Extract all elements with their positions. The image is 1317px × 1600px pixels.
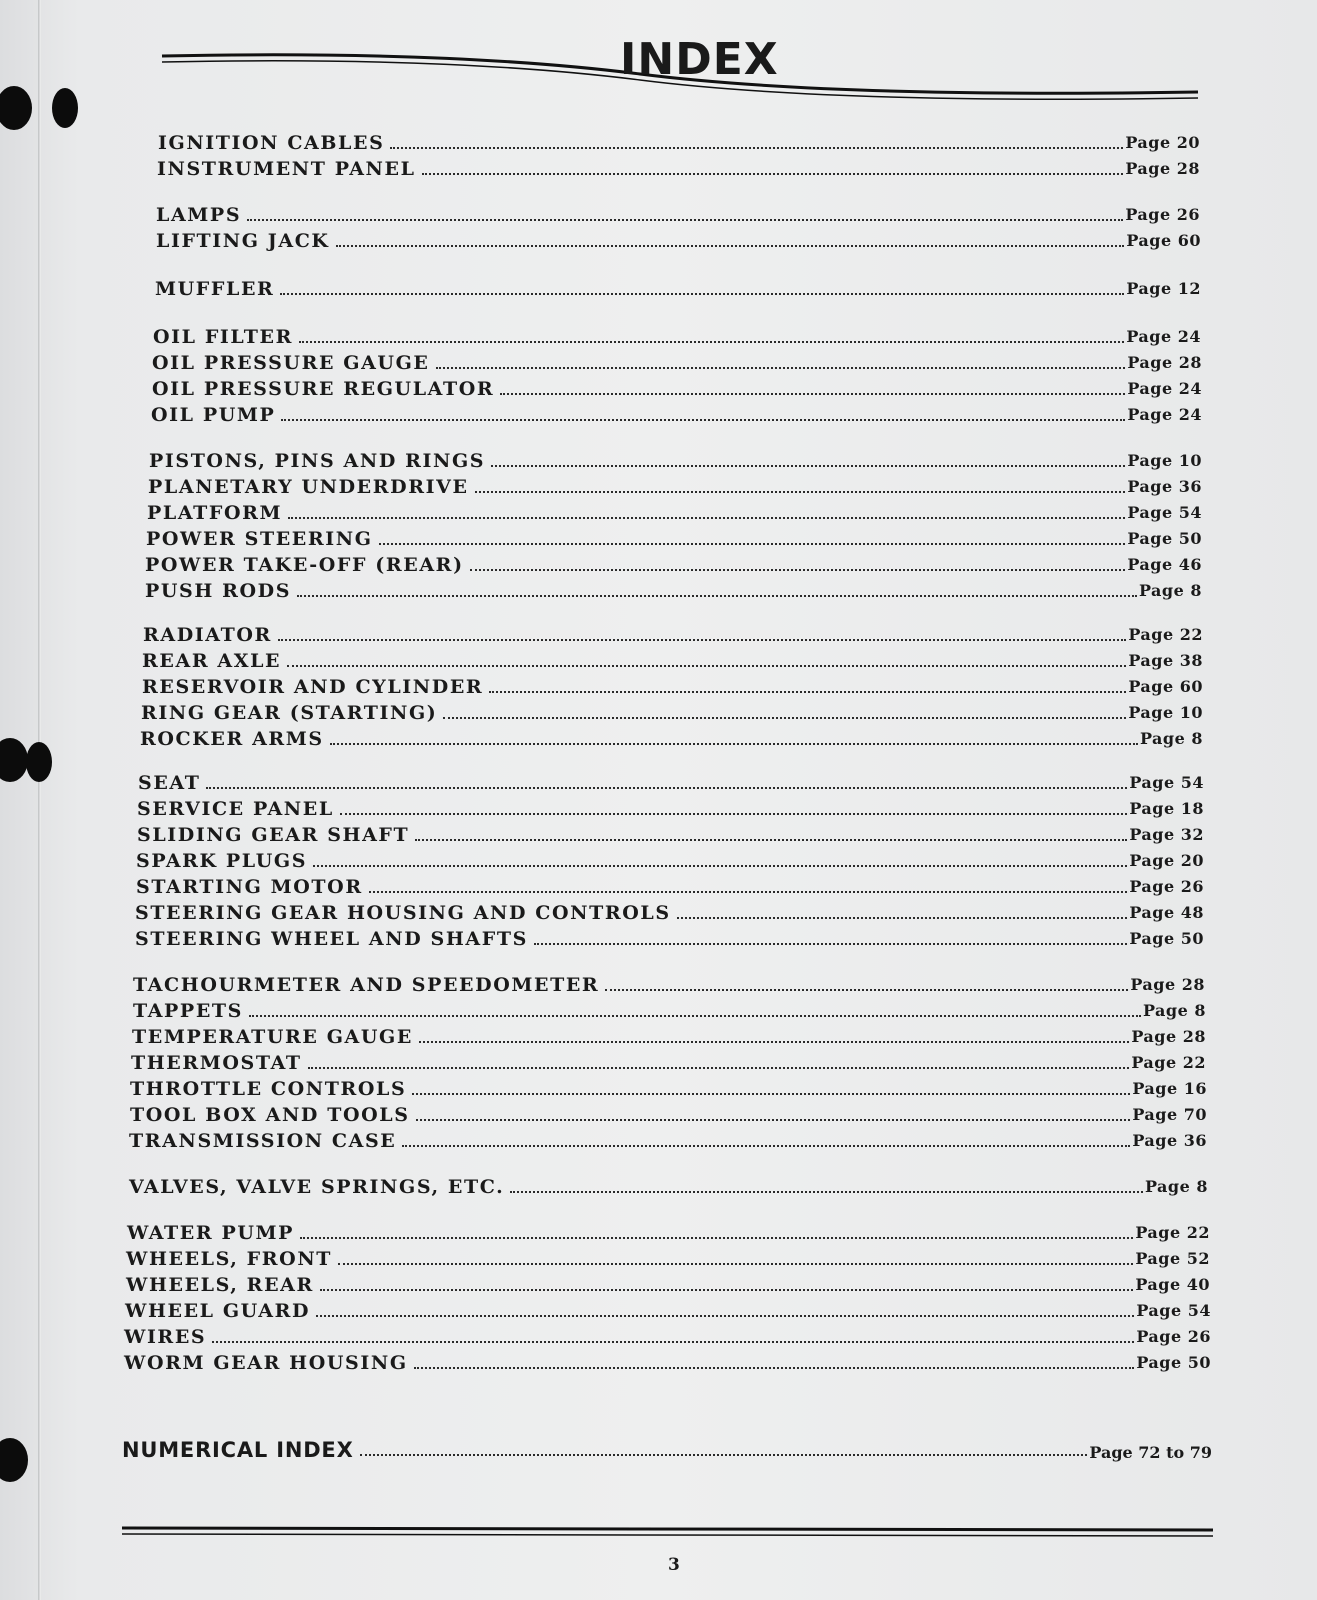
index-entry-label: SERVICE PANEL <box>137 798 334 820</box>
index-entry-label: TEMPERATURE GAUGE <box>132 1026 413 1048</box>
dot-leader <box>338 1262 1133 1265</box>
index-entry <box>155 274 1201 300</box>
index-entry <box>152 374 1202 400</box>
dot-leader <box>412 1092 1130 1095</box>
index-entry-page: Page 24 <box>1126 327 1201 346</box>
dot-leader <box>369 890 1128 893</box>
dot-leader <box>249 1014 1141 1017</box>
index-entry-page: Page 24 <box>1127 379 1202 398</box>
index-entry-label: POWER TAKE-OFF (REAR) <box>145 554 464 576</box>
index-entry-page: Page 50 <box>1136 1353 1211 1372</box>
dot-leader <box>422 172 1124 175</box>
dot-leader <box>419 1040 1129 1043</box>
dot-leader <box>300 1236 1133 1239</box>
index-entry-page: Page 24 <box>1127 405 1202 424</box>
dot-leader <box>212 1340 1134 1343</box>
dot-leader <box>280 292 1124 295</box>
dot-leader <box>416 1118 1131 1121</box>
index-entry-label: LIFTING JACK <box>156 230 330 252</box>
index-entry <box>140 724 1203 750</box>
index-entry-page: Page 26 <box>1125 205 1200 224</box>
index-entry-page: Page 22 <box>1131 1053 1206 1072</box>
index-entry-page: Page 20 <box>1125 133 1200 152</box>
index-entry-label: WORM GEAR HOUSING <box>124 1352 408 1374</box>
index-entry-page: Page 70 <box>1132 1105 1207 1124</box>
index-entry-label: INSTRUMENT PANEL <box>157 158 416 180</box>
numerical-index-page: Page 72 to 79 <box>1089 1443 1212 1462</box>
index-entry-label: SEAT <box>138 772 201 794</box>
index-entry-page: Page 22 <box>1128 625 1203 644</box>
dot-leader <box>379 542 1126 545</box>
index-entry-label: OIL PUMP <box>151 404 276 426</box>
index-entry <box>130 1100 1207 1126</box>
index-entry <box>133 996 1206 1022</box>
index-entry-label: TRANSMISSION CASE <box>129 1130 397 1152</box>
index-entry <box>129 1126 1207 1152</box>
index-entry <box>125 1296 1211 1322</box>
dot-leader <box>299 340 1124 343</box>
index-entry <box>141 698 1203 724</box>
dot-leader <box>297 594 1137 597</box>
index-entry-page: Page 50 <box>1127 529 1202 548</box>
index-entry-page: Page 54 <box>1127 503 1202 522</box>
index-entry <box>138 768 1204 794</box>
index-entry <box>124 1322 1211 1348</box>
index-entry-label: MUFFLER <box>155 278 275 300</box>
index-entry-label: LAMPS <box>156 204 242 226</box>
index-entry-label: THROTTLE CONTROLS <box>130 1078 407 1100</box>
index-entry-label: THERMOSTAT <box>131 1052 302 1074</box>
index-entry-page: Page 8 <box>1138 581 1202 600</box>
index-entry-page: Page 46 <box>1127 555 1202 574</box>
index-entry-page: Page 28 <box>1127 353 1202 372</box>
index-entry <box>143 620 1203 646</box>
index-entry-page: Page 22 <box>1135 1223 1210 1242</box>
index-entry <box>148 472 1202 498</box>
index-entry-page: Page 50 <box>1129 929 1204 948</box>
index-entry <box>153 322 1201 348</box>
index-entry <box>142 646 1203 672</box>
dot-leader <box>390 146 1123 149</box>
index-entry-page: Page 54 <box>1136 1301 1211 1320</box>
dot-leader <box>320 1288 1133 1291</box>
index-entry-page: Page 26 <box>1129 877 1204 896</box>
dot-leader <box>206 786 1127 789</box>
index-entry-page: Page 54 <box>1129 773 1204 792</box>
index-entry <box>136 872 1204 898</box>
index-entry-label: PLATFORM <box>147 502 283 524</box>
dot-leader <box>288 516 1125 519</box>
index-entry-page: Page 38 <box>1128 651 1203 670</box>
index-entry-label: OIL FILTER <box>153 326 294 348</box>
index-entry-label: IGNITION CABLES <box>158 132 385 154</box>
page-title: INDEX <box>620 34 779 85</box>
index-entry-label: STEERING WHEEL AND SHAFTS <box>135 928 528 950</box>
index-entry-label: PUSH RODS <box>145 580 292 602</box>
dot-leader <box>336 244 1125 247</box>
index-entry <box>136 846 1204 872</box>
index-entry <box>145 576 1202 602</box>
index-entry-page: Page 36 <box>1127 477 1202 496</box>
index-entry-page: Page 16 <box>1132 1079 1207 1098</box>
index-entry-label: RESERVOIR AND CYLINDER <box>142 676 484 698</box>
index-entry-page: Page 52 <box>1135 1249 1210 1268</box>
dot-leader <box>605 988 1128 991</box>
index-entry <box>149 446 1202 472</box>
index-entry-label: ROCKER ARMS <box>140 728 324 750</box>
index-entry <box>142 672 1203 698</box>
dot-leader <box>436 366 1126 369</box>
dot-leader <box>510 1190 1143 1193</box>
dot-leader <box>278 638 1126 641</box>
index-entry-page: Page 60 <box>1126 231 1201 250</box>
dot-leader <box>316 1314 1134 1317</box>
dot-leader <box>414 1366 1135 1369</box>
dot-leader <box>247 218 1123 221</box>
dot-leader <box>313 864 1127 867</box>
dot-leader <box>470 568 1126 571</box>
index-entry <box>157 154 1200 180</box>
index-entry <box>132 1022 1206 1048</box>
index-entry <box>146 524 1202 550</box>
dot-leader <box>340 812 1128 815</box>
index-entry-page: Page 28 <box>1125 159 1200 178</box>
index-entry-page: Page 10 <box>1128 703 1203 722</box>
index-entry-page: Page 12 <box>1126 279 1201 298</box>
index-entry-label: OIL PRESSURE REGULATOR <box>152 378 495 400</box>
index-entry-page: Page 8 <box>1142 1001 1206 1020</box>
index-entry-page: Page 32 <box>1129 825 1204 844</box>
dot-leader <box>402 1144 1130 1147</box>
index-entry-page: Page 20 <box>1129 851 1204 870</box>
index-entry <box>126 1270 1210 1296</box>
index-entry-label: WIRES <box>124 1326 207 1348</box>
dot-leader <box>330 742 1138 745</box>
index-entry-label: WATER PUMP <box>127 1222 295 1244</box>
index-entry-label: VALVES, VALVE SPRINGS, ETC. <box>129 1176 505 1198</box>
index-entry-label: TAPPETS <box>133 1000 243 1022</box>
index-entry-page: Page 28 <box>1131 1027 1206 1046</box>
index-entry <box>127 1218 1210 1244</box>
index-entry <box>156 226 1201 252</box>
index-entry <box>130 1074 1207 1100</box>
index-entry-page: Page 10 <box>1127 451 1202 470</box>
page-number: 3 <box>668 1555 680 1575</box>
dot-leader <box>491 464 1125 467</box>
index-entry-label: SLIDING GEAR SHAFT <box>137 824 410 846</box>
index-entry <box>145 550 1202 576</box>
index-entry <box>129 1172 1208 1198</box>
index-entry-label: STEERING GEAR HOUSING AND CONTROLS <box>135 902 671 924</box>
index-entry-label: RADIATOR <box>143 624 272 646</box>
index-entry-label: POWER STEERING <box>146 528 373 550</box>
numerical-index-entry <box>122 1432 1212 1462</box>
index-entry-label: TOOL BOX AND TOOLS <box>130 1104 410 1126</box>
index-entry <box>124 1348 1211 1374</box>
dot-leader <box>281 418 1125 421</box>
numerical-index-label: NUMERICAL INDEX <box>122 1438 354 1462</box>
index-entry-label: OIL PRESSURE GAUGE <box>152 352 430 374</box>
index-entry-label: SPARK PLUGS <box>136 850 308 872</box>
index-entry-label: PISTONS, PINS AND RINGS <box>149 450 486 472</box>
dot-leader <box>415 838 1127 841</box>
dot-leader <box>287 664 1126 667</box>
index-entry-page: Page 8 <box>1139 729 1203 748</box>
dot-leader <box>534 942 1127 945</box>
index-entry <box>152 348 1202 374</box>
index-entry-page: Page 18 <box>1129 799 1204 818</box>
index-entry-label: PLANETARY UNDERDRIVE <box>148 476 469 498</box>
index-entry <box>133 970 1205 996</box>
index-entry-label: WHEEL GUARD <box>125 1300 311 1322</box>
dot-leader <box>500 392 1125 395</box>
index-entry-page: Page 36 <box>1132 1131 1207 1150</box>
index-entry <box>158 128 1200 154</box>
dot-leader <box>360 1453 1088 1456</box>
index-entry-page: Page 48 <box>1129 903 1204 922</box>
dot-leader <box>489 690 1126 693</box>
index-entry-page: Page 60 <box>1128 677 1203 696</box>
dot-leader <box>677 916 1128 919</box>
index-entry-label: STARTING MOTOR <box>136 876 363 898</box>
index-entry <box>135 924 1204 950</box>
index-entry-page: Page 28 <box>1130 975 1205 994</box>
index-entry <box>131 1048 1206 1074</box>
index-entry <box>135 898 1204 924</box>
index-entry <box>151 400 1202 426</box>
index-entry-label: WHEELS, REAR <box>126 1274 314 1296</box>
index-entry <box>126 1244 1210 1270</box>
dot-leader <box>475 490 1126 493</box>
index-entry-label: RING GEAR (STARTING) <box>141 702 438 724</box>
index-entry-page: Page 26 <box>1136 1327 1211 1346</box>
index-entry-page: Page 40 <box>1135 1275 1210 1294</box>
index-entry-page: Page 8 <box>1144 1177 1208 1196</box>
dot-leader <box>308 1066 1130 1069</box>
index-entry <box>156 200 1200 226</box>
index-entry <box>137 820 1204 846</box>
index-entry-label: WHEELS, FRONT <box>126 1248 333 1270</box>
index-entry <box>137 794 1204 820</box>
index-entry-label: TACHOURMETER AND SPEEDOMETER <box>133 974 600 996</box>
dot-leader <box>443 716 1126 719</box>
index-entry <box>147 498 1202 524</box>
index-entry-label: REAR AXLE <box>142 650 282 672</box>
